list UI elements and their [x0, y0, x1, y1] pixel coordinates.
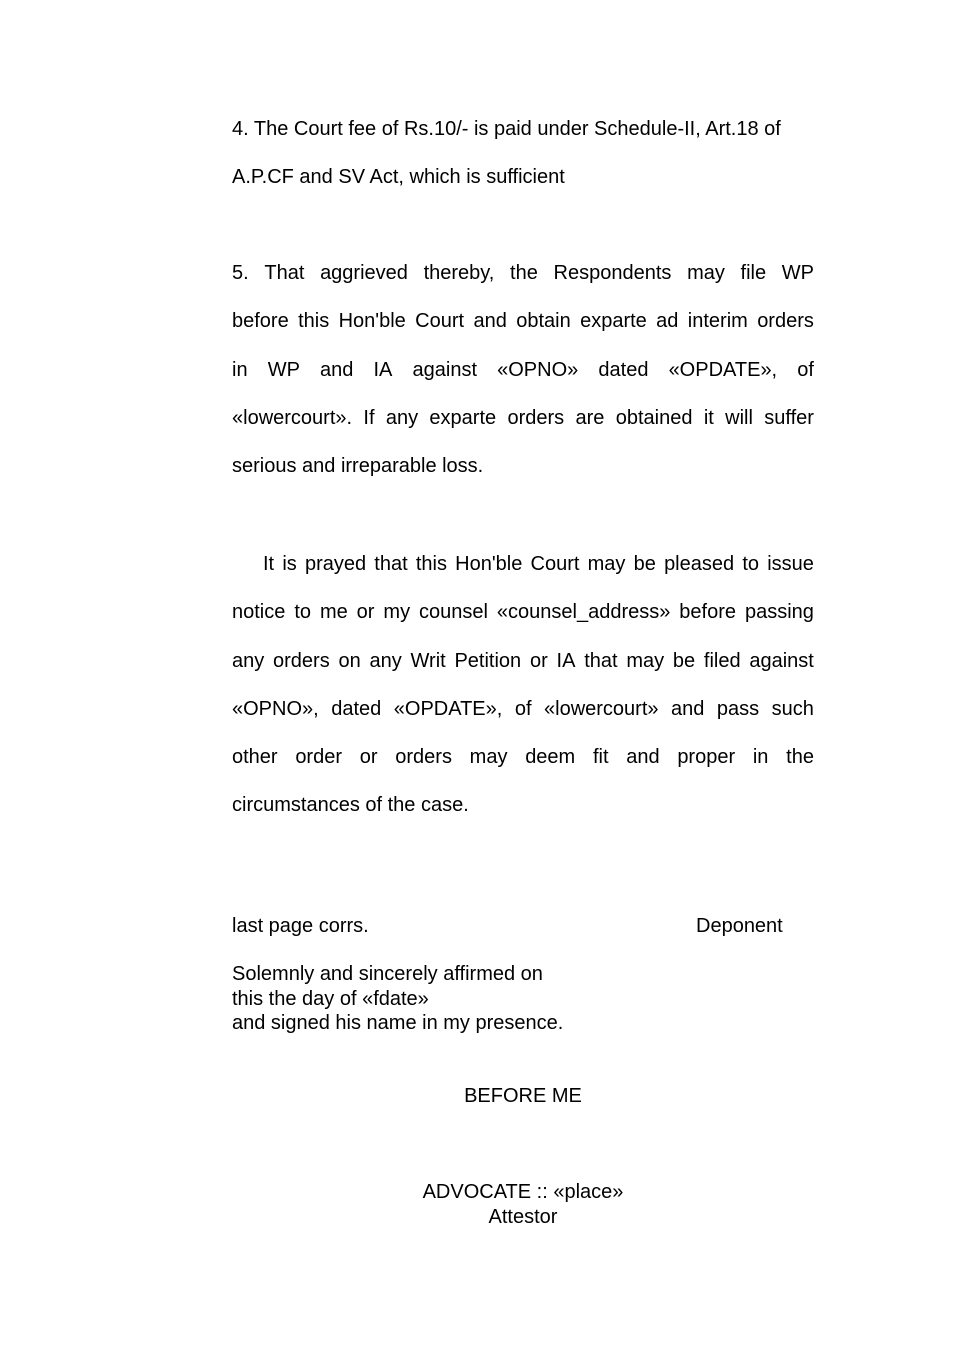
word: in [752, 746, 769, 769]
word: issue [767, 553, 814, 575]
word: may [687, 262, 725, 284]
word: or [356, 601, 375, 624]
word: «OPDATE», [393, 697, 503, 720]
word: dated [331, 697, 382, 720]
word: Respondents [553, 262, 672, 284]
text-line: circumstances of the case. [232, 794, 469, 817]
advocate-block [232, 1180, 814, 1229]
paragraph-prayer [232, 540, 814, 830]
word: may [469, 746, 508, 769]
word: may [587, 553, 626, 575]
word: IA [556, 649, 576, 672]
word: my [383, 601, 411, 624]
word: it [703, 406, 714, 429]
word: «lowercourt» [544, 697, 659, 720]
before-me-heading: BEFORE ME [464, 1085, 582, 1107]
word: of [797, 358, 814, 381]
word: passing [744, 601, 814, 624]
word: be [633, 553, 656, 575]
text-line [232, 297, 814, 345]
word: Hon'ble [455, 553, 523, 575]
word: It [263, 553, 275, 575]
word: that [374, 553, 408, 575]
word: or [529, 649, 548, 672]
word: exparte [580, 310, 647, 333]
word: is [282, 553, 297, 575]
word: aggrieved [320, 262, 408, 284]
affirmation-line: Solemnly and sincerely affirmed on [232, 963, 543, 985]
word: 5. [232, 262, 249, 284]
word: «counsel_address» [496, 601, 671, 624]
word: will [725, 406, 753, 429]
word: Court [530, 553, 580, 575]
word: ad [656, 310, 679, 333]
word: WP [781, 262, 814, 284]
word: orders [395, 746, 452, 769]
word: notice [232, 601, 286, 624]
paragraph-court-fee [232, 105, 814, 202]
affirmation-block [232, 962, 814, 1036]
word: may [626, 649, 665, 672]
word: that [584, 649, 618, 672]
word: pleased [664, 553, 735, 575]
word: suffer [764, 406, 814, 429]
word: and [671, 697, 705, 720]
text-line [232, 685, 814, 733]
last-page-note: last page corrs. [232, 915, 369, 937]
word: on [338, 649, 361, 672]
text-line [232, 637, 814, 685]
word: of [514, 697, 532, 720]
affirmation-line: and signed his name in my presence. [232, 1012, 564, 1034]
text-line: serious and irreparable loss. [232, 455, 484, 478]
word: «lowercourt». [232, 406, 353, 429]
word: WP [267, 358, 300, 381]
word: thereby, [423, 262, 495, 284]
word: me [319, 601, 348, 624]
word: and [473, 310, 507, 333]
text-line [232, 346, 814, 394]
word: If [363, 406, 375, 429]
word: prayed [304, 553, 367, 575]
word: That [264, 262, 305, 284]
word: the [510, 262, 538, 284]
word: Writ [410, 649, 446, 672]
word: interim [687, 310, 748, 333]
word: and [626, 746, 660, 769]
attestor-line: Attestor [488, 1205, 558, 1228]
word: this [415, 553, 447, 575]
signature-row [232, 912, 814, 940]
document-page [232, 0, 814, 1357]
word: or [359, 746, 378, 769]
word: obtain [516, 310, 571, 333]
word: pass [716, 697, 760, 720]
word: counsel [419, 601, 488, 624]
word: deem [525, 746, 576, 769]
word: orders [273, 649, 330, 672]
word: Petition [454, 649, 522, 672]
word: proper [677, 746, 736, 769]
word: order [295, 746, 343, 769]
text-line [232, 249, 814, 297]
word: filed [703, 649, 741, 672]
word: and [320, 358, 354, 381]
word: against [749, 649, 814, 672]
word: «OPNO» [497, 358, 579, 381]
word: «OPDATE», [668, 358, 778, 381]
text-line [232, 588, 814, 636]
word: any [385, 406, 419, 429]
advocate-line: ADVOCATE :: «place» [422, 1181, 624, 1203]
word: obtained [615, 406, 693, 429]
word: to [742, 553, 759, 575]
deponent-label: Deponent [696, 915, 783, 937]
text-line [232, 394, 814, 442]
word: Hon'ble [338, 310, 406, 333]
word: the [786, 746, 814, 769]
affirmation-line: this the day of «fdate» [232, 987, 429, 1010]
text-line [232, 733, 814, 781]
word: orders [507, 406, 565, 429]
word: before [232, 310, 289, 333]
word: be [672, 649, 696, 672]
word: «OPNO», [232, 697, 319, 720]
word: exparte [429, 406, 497, 429]
text-line: A.P.CF and SV Act, which is sufficient [232, 166, 565, 189]
word: to [294, 601, 311, 624]
paragraph-five [232, 249, 814, 490]
text-line: 4. The Court fee of Rs.10/- is paid under Schedule-II, Art.18 of [232, 118, 781, 140]
word: any [232, 649, 265, 672]
word: are [575, 406, 605, 429]
word: IA [373, 358, 393, 381]
word: this [298, 310, 330, 333]
word: in [232, 358, 248, 381]
word: before [679, 601, 737, 624]
word: dated [598, 358, 649, 381]
word: any [369, 649, 402, 672]
word: against [412, 358, 478, 381]
word: other [232, 746, 278, 769]
word: Court [415, 310, 465, 333]
word: such [771, 697, 814, 720]
word: orders [757, 310, 814, 333]
text-line [232, 540, 814, 588]
word: file [740, 262, 767, 284]
word: fit [592, 746, 609, 769]
